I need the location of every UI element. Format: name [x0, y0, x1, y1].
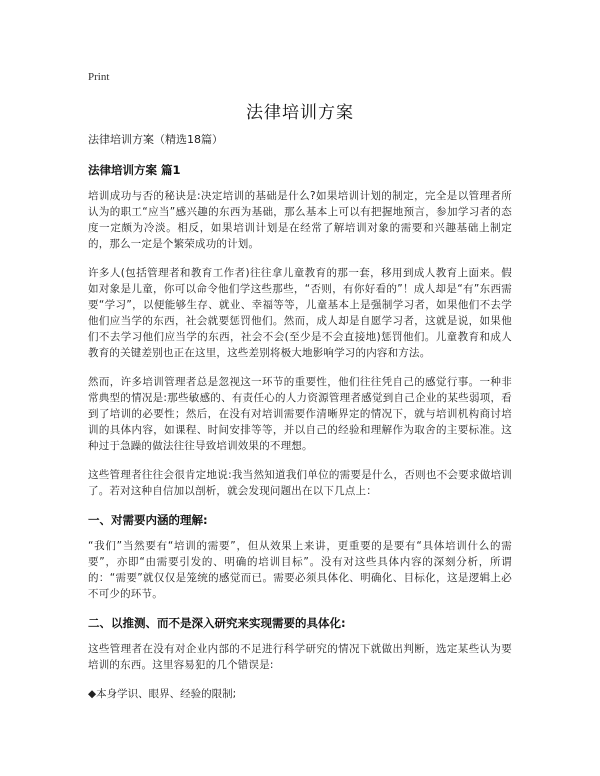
document-body: [88, 132, 512, 702]
document-subtitle: 法律培训方案（精选18篇）: [88, 133, 223, 146]
paragraph: 这些管理者在没有对企业内部的不足进行科学研究的情况下就做出判断，选定某些认为要培训的东西。这里容易犯的几个错误是:: [88, 643, 512, 671]
paragraph: “我们”当然要有“培训的需要”，但从效果上来讲，更重要的是要有“具体培训什么的需要”，亦即“由需要引发的、明确的培训目标”。没有对这些具体内容的深刻分析，所谓的：“需要”就仅仅是笼统的感觉而已。需要必须具体化、明确化、目标化，这是逻辑上必不可少的环节。: [88, 540, 512, 600]
paragraph: 这些管理者往往会很肯定地说:我当然知道我们单位的需要是什么，否则也不会要求做培训了。若对这种自信加以剖析，就会发现问题出在以下几点上：: [88, 469, 512, 497]
paragraph: 许多人(包括管理者和教育工作者)往往拿儿童教育的那一套，移用到成人教育上面来。假如对象是儿童，你可以命令他们学这些那些，“否则，有你好看的”！成人却是“有”东西需要“学习”，以便能够生存、就业、幸福等等，儿童基本上是强制学习者，如果他们不去学他们应当学的东西，社会就要惩罚他们。然而，成人却是自愿学习者，这就是说，如果他们不去学习他们应当学的东西，社会不会(至少是不会直接地)惩罚他们。儿童教育和成人教育的关键差别也正在这里，这些差别将极大地影响学习的内容和方法。: [88, 267, 512, 359]
print-label[interactable]: Print: [88, 71, 110, 83]
subheading-understanding-needs: 一、对需要内涵的理解:: [88, 513, 208, 527]
bullet-item: ◆本身学识、眼界、经验的限制;: [88, 688, 237, 700]
subheading-speculation: 二、以推测、而不是深入研究来实现需要的具体化:: [88, 616, 346, 630]
paragraph: 培训成功与否的秘诀是:决定培训的基础是什么?如果培训计划的制定，完全是以管理者所认为的职工“应当”感兴趣的东西为基础，那么基本上可以有把握地预言，参加学习者的态度一定颇为冷淡。相反，如果培训计划是在经常了解培训对象的需要和兴趣基础上制定的，那么一定是个繁荣成功的计划。: [88, 190, 512, 250]
section-heading: 法律培训方案 篇1: [88, 163, 181, 177]
paragraph: 然而，许多培训管理者总是忽视这一环节的重要性，他们往往凭自己的感觉行事。一种非常典型的情况是:那些敏感的、有责任心的人力资源管理者感觉到自己企业的某些弱项，看到了培训的必要性；然后，在没有对培训需要作清晰界定的情况下，就与培训机构商讨培训的具体内容，如课程、时间安排等等，并以自己的经验和理解作为取舍的主要标准。这种过于急躁的做法往往导致培训效果的不理想。: [88, 376, 512, 452]
document-title: 法律培训方案: [246, 103, 354, 123]
